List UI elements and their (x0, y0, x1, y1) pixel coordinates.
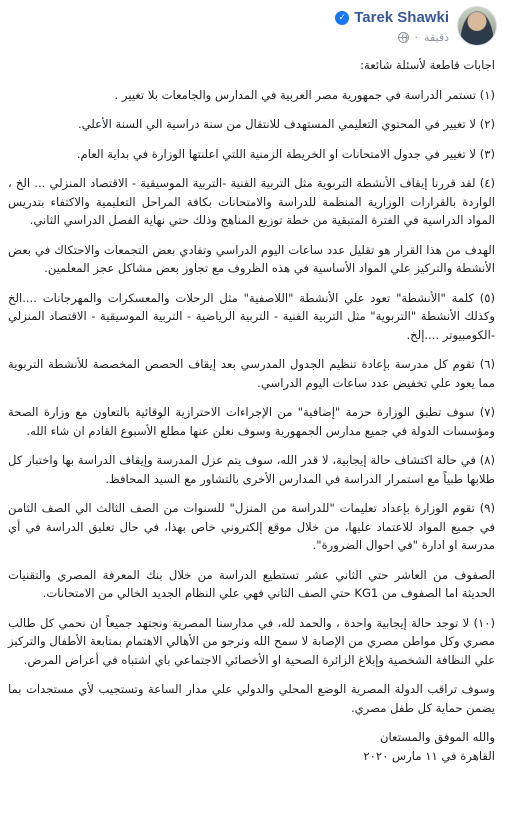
author-name-row (335, 9, 449, 26)
post-item-9: (٩) تقوم الوزارة بإعداد تعليمات "للدراسة من المنزل" للسنوات من الصف الثالث الي الصف الثامن في جميع المواد للاعتماد عليها، من خلال موقع إلكتروني خاص بهذا، في حال تعليق الدراسة في أي مدرسة او ادارة "في احوال الضرورة". (8, 501, 495, 552)
post-item-4: (٤) لقد قررنا إيقاف الأنشطة التربوية مثل التربية الفنية -التربية الموسيقية - الاقتصاد المنزلي ... الخ ، الواردة بالقرارات الوزارية المنظمة للدراسة والامتحانات بكافة المراحل التعليمية والاكتفاء بتدريس المواد الدراسية في الفترة المتبقية من خطة توزيع المناهج وذلك حتي نهاية الفصل الدراسي الثاني. (8, 176, 495, 227)
post-item-7: (٧) سوف تطبق الوزارة حزمة "إضافية" من الإجراءات الاحترازية الوقائية بالتعاون مع وزارة الصحة ومؤسسات الدولة في جميع مدارس الجمهورية وسوف نعلن عنها مطلع الأسبوع القادم ان شاء الله. (8, 405, 495, 438)
verified-badge-icon: ✓ (335, 11, 349, 25)
post-item-9-grades: الصفوف من العاشر حتي الثاني عشر تستطيع الدراسة من خلال بنك المعرفة المصري والتقنيات الحديثة اما الصفوف من KG1 حتي الصف الثاني فهي علي النظام الجديد الخالي من الامتحانات. (8, 567, 495, 600)
post-item-5: (٥) كلمة "الأنشطة" تعود علي الأنشطة "اللاصفية" مثل الرحلات والمعسكرات والمهرجانات ....الخ وكذلك الأنشطة "التربوية" مثل التربية الفنية - التربية الرياضية - التربية الموسيقية - الاقتصاد المنزلي -الكومبيوتر ....إلخ. (8, 290, 495, 342)
author-name[interactable]: Tarek Shawki (354, 9, 449, 26)
post-date: القاهرة في ١١ مارس ٢٠٢٠ (363, 748, 495, 763)
post-header (0, 0, 505, 56)
post-item-10: (١٠) لا توجد حالة إيجابية واحدة ، والحمد لله، في مدارسنا المصرية ونجتهد جميعاً ان نحمي كل طالب مصري وكل مواطن مصري من الإصابة لا سمح الله ونرجو من الأهالي الاهتمام بمتابعة الأطفال والتركيز علي النظافة الشخصية وإبلاغ الزائرة الصحية او الأخصائي الاجتماعي باي اشتباه في أعراض المرض. (8, 615, 495, 667)
post-item-1: (١) تستمر الدراسة في جمهورية مصر العربية في المدارس والجامعات بلا تغيير . (114, 87, 495, 102)
post-item-3: (٣) لا تغيير في جدول الامتحانات او الخريطة الزمنية اللتي اعلنتها الوزارة في بداية العام. (76, 146, 495, 161)
post-item-8: (٨) في حالة اكتشاف حالة إيجابية، لا قدر الله، سوف يتم عزل المدرسة وإيقاف الدراسة بها واختبار كل طلابها طبياً مع استمرار الدراسة في المدارس الأخرى بالتشاور مع السيد المحافظ. (8, 453, 495, 486)
post-time[interactable]: دقيقة (424, 31, 449, 44)
post-body (0, 56, 505, 765)
globe-icon[interactable] (398, 32, 409, 43)
author-avatar[interactable] (457, 6, 497, 46)
post-meta (398, 31, 449, 44)
post-item-6: (٦) تقوم كل مدرسة بإعادة تنظيم الجدول المدرسي بعد إيقاف الحصص المخصصة للأنشطة التربوية مما يعود علي تخفيض عدد ساعات اليوم الدراسي. (8, 357, 495, 390)
post-item-2: (٢) لا تغيير في المحتوي التعليمي المستهدف للانتقال من سنة دراسية الي السنة الأعلي. (77, 117, 495, 131)
post-signoff: والله الموفق والمستعان (380, 730, 495, 744)
meta-separator: · (414, 31, 419, 44)
post-item-4-goal: الهدف من هذا القرار هو تقليل عدد ساعات اليوم الدراسي وتفادي بعض التجمعات والاحتكاك في بعض الأنشطة والتركيز علي المواد الأساسية في هذه الظروف مع تجاوز بعض مشاكل عجز المعلمين. (8, 242, 495, 275)
post-closing-statement: وسوف تراقب الدولة المصرية الوضع المحلي والدولي علي مدار الساعة وتستجيب لأي مستجدات بما يضمن حماية كل طفل مصري. (8, 682, 495, 715)
post-intro: اجابات قاطعة لأسئلة شائعة: (360, 58, 495, 72)
